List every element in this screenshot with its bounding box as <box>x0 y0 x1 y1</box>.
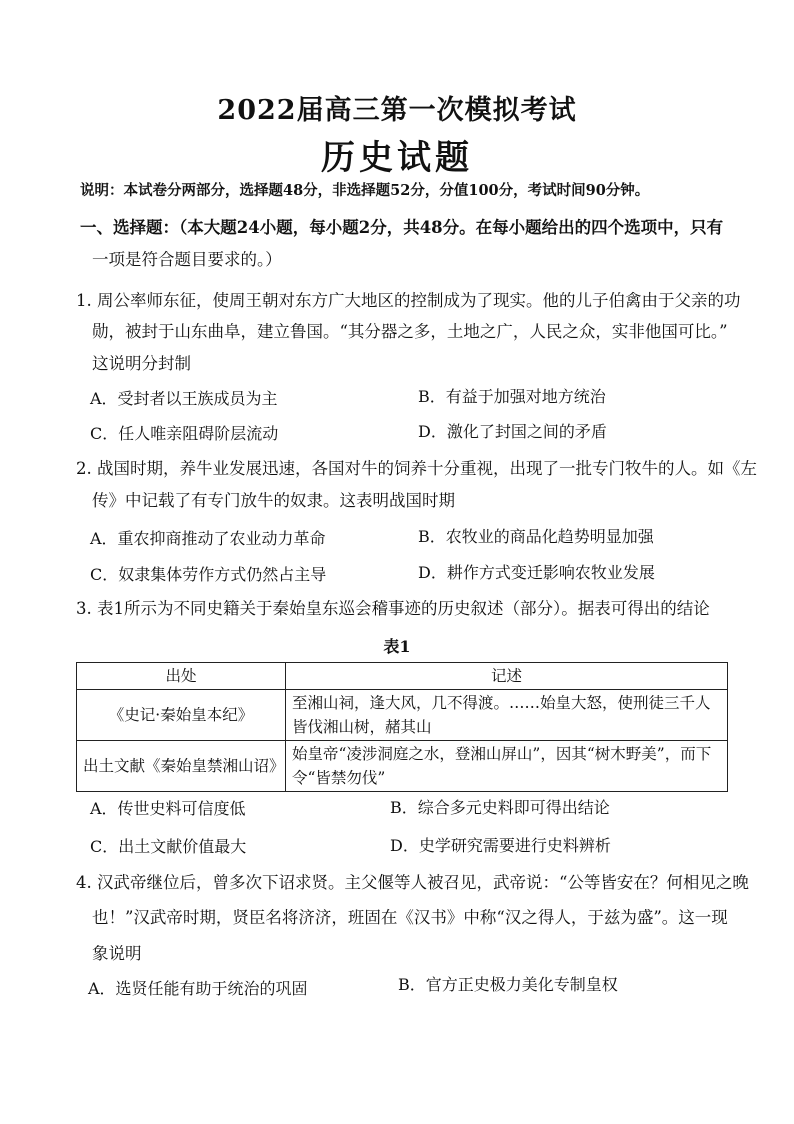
q1-stem-line2: 勋，被封于山东曲阜，建立鲁国。“其分器之多，土地之广，人民之众，实非他国可比。” <box>92 322 728 341</box>
q1-option-d: D．激化了封国之间的矛盾 <box>418 422 607 441</box>
q3-option-d: D．史学研究需要进行史料辨析 <box>390 836 611 855</box>
q2-option-c: C．奴隶集体劳作方式仍然占主导 <box>90 565 327 584</box>
subject-title: 历史试题 <box>321 138 473 178</box>
table-header-record: 记述 <box>286 663 728 690</box>
table-cell-source: 出土文献《秦始皇禁湘山诏》 <box>77 741 286 792</box>
q3-option-c: C．出土文献价值最大 <box>90 837 247 856</box>
q4-stem-line2: 也！”汉武帝时期，贤臣名将济济，班固在《汉书》中称“汉之得人，于兹为盛”。这一现 <box>92 908 728 927</box>
q3-option-b: B．综合多元史料即可得出结论 <box>390 798 610 817</box>
q3-option-a: A．传世史料可信度低 <box>90 799 246 818</box>
exam-title: 2022届高三第一次模拟考试 <box>217 95 577 126</box>
table-header-row <box>77 663 728 690</box>
history-sources-table <box>76 662 728 792</box>
table-header-source: 出处 <box>77 663 286 690</box>
table-row <box>77 690 728 741</box>
q1-stem-line1: 1. 周公率师东征，使周王朝对东方广大地区的控制成为了现实。他的儿子伯禽由于父亲的功 <box>76 291 741 310</box>
table-row <box>77 741 728 792</box>
exam-instructions: 说明：本试卷分两部分，选择题48分，非选择题52分，分值100分，考试时间90分钟。 <box>80 182 650 199</box>
q1-option-c: C．任人唯亲阻碍阶层流动 <box>90 424 279 443</box>
q1-stem-line3: 这说明分封制 <box>92 354 191 373</box>
section-heading-line2: 一项是符合题目要求的。） <box>92 250 282 269</box>
table-cell-record: 至湘山祠，逢大风，几不得渡。……始皇大怒，使刑徒三千人皆伐湘山树，赭其山 <box>286 690 728 741</box>
q1-option-b: B．有益于加强对地方统治 <box>418 387 606 406</box>
q3-stem-line1: 3. 表1所示为不同史籍关于秦始皇东巡会稽事迹的历史叙述（部分）。据表可得出的结论 <box>76 599 710 618</box>
q2-option-d: D．耕作方式变迁影响农牧业发展 <box>418 563 655 582</box>
table-caption: 表1 <box>383 637 411 656</box>
table-cell-source: 《史记·秦始皇本纪》 <box>77 690 286 741</box>
q1-option-a: A．受封者以王族成员为主 <box>90 389 278 408</box>
q4-option-b: B．官方正史极力美化专制皇权 <box>398 975 618 994</box>
q4-stem-line3: 象说明 <box>92 944 142 963</box>
q2-option-b: B．农牧业的商品化趋势明显加强 <box>418 527 654 546</box>
q2-option-a: A．重农抑商推动了农业动力革命 <box>90 529 326 548</box>
q2-stem-line2: 传》中记载了有专门放牛的奴隶。这表明战国时期 <box>92 491 455 510</box>
table-cell-record: 始皇帝“凌涉洞庭之水，登湘山屏山”，因其“树木野美”，而下令“皆禁勿伐” <box>286 741 728 792</box>
q2-stem-line1: 2. 战国时期，养牛业发展迅速，各国对牛的饲养十分重视，出现了一批专门牧牛的人。如《左 <box>76 459 757 478</box>
section-heading-line1: 一、选择题：（本大题24小题，每小题2分，共48分。在每小题给出的四个选项中，只有 <box>80 218 724 237</box>
q4-option-a: A．选贤任能有助于统治的巩固 <box>88 979 308 998</box>
q4-stem-line1: 4. 汉武帝继位后，曾多次下诏求贤。主父偃等人被召见，武帝说：“公等皆安在？何相见之晚 <box>76 873 749 892</box>
